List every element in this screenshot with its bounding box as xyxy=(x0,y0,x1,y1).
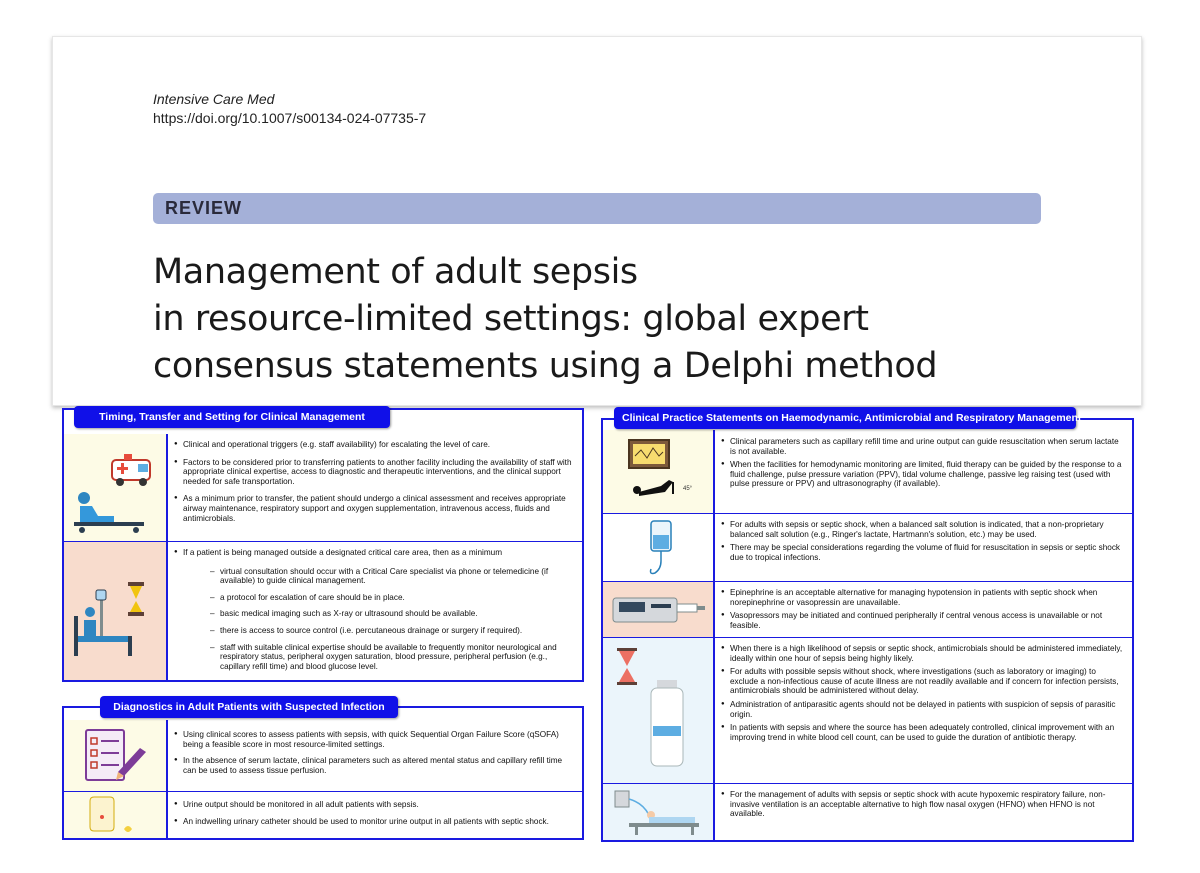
diagnostics-panel-header: Diagnostics in Adult Patients with Suspected Infection xyxy=(100,696,398,718)
statement: ● Administration of antiparasitic agents should not be delayed in patients with suspicion of sepsis of parasitic origin. xyxy=(721,700,1126,719)
diagnostics-row-2 xyxy=(64,792,582,838)
statement: ● When there is a high likelihood of sepsis or septic shock, antimicrobials should be administered immediately, ideally within one hour of sepsis being highly likely. xyxy=(721,644,1126,663)
statement: ● For adults with possible sepsis without shock, where investigations (such as laboratory or imaging) to exclude a non-infectious cause of acute illness are not readily available and if concern for infection persists, antimicrobials should be administered without delay. xyxy=(721,667,1126,696)
statement: ● Epinephrine is an acceptable alternative for managing hypotension in patients with septic shock when norepinephrine or vasopressin are unavailable. xyxy=(721,588,1126,607)
sub-statement: – staff with suitable clinical expertise should be available to frequently monitor neurological and respiratory status, peripheral oxygen saturation, blood pressure, peripheral perfusion (e.g., capillary refill time) and blood glucose level. xyxy=(174,643,576,672)
statement: ● When the facilities for hemodynamic monitoring are limited, fluid therapy can be guided by the response to a fluid challenge, pulse pressure variation (PPV), tidal volume challenge, passive leg raising test (used with pulse pressure or PPV) and ultrasonography (if available). xyxy=(721,460,1126,489)
syringe-pump-icon xyxy=(609,590,709,630)
clinical-row-2-text xyxy=(721,514,1126,581)
ventilation-icon-cell xyxy=(603,784,715,840)
transfer-icon-cell xyxy=(64,434,168,541)
urine-icon-cell xyxy=(64,792,168,838)
ambulance-bed-icon xyxy=(68,444,164,534)
article-title xyxy=(153,249,1113,390)
statement: ● Clinical parameters such as capillary refill time and urine output can guide resuscitation when serum lactate is not available. xyxy=(721,437,1126,456)
clinical-panel xyxy=(601,418,1134,842)
clinical-row-3 xyxy=(603,582,1132,638)
statement: ● Vasopressors may be initiated and continued peripherally if central venous access is unavailable or not feasible. xyxy=(721,611,1126,630)
statement: ● Using clinical scores to assess patients with sepsis, with quick Sequential Organ Failure Score (qSOFA) being a feasible score in most resource-limited settings. xyxy=(174,730,576,749)
statement: ● An indwelling urinary catheter should be used to monitor urine output in all patients with septic shock. xyxy=(174,817,576,827)
iv-bag-icon-cell xyxy=(603,514,715,581)
timing-row-2-text xyxy=(174,542,576,680)
statement: ● Urine output should be monitored in all adult patients with sepsis. xyxy=(174,800,576,810)
doi-link[interactable]: https://doi.org/10.1007/s00134-024-07735-7 xyxy=(153,110,427,126)
statement: ● There may be special considerations regarding the volume of fluid for resuscitation in sepsis or septic shock due to tropical infections. xyxy=(721,543,1126,562)
statement: ● If a patient is being managed outside a designated critical care area, then as a minimum xyxy=(174,548,576,558)
urine-bag-icon xyxy=(80,793,150,837)
clinical-row-4-text xyxy=(721,638,1126,783)
ward-icon-cell xyxy=(64,542,168,680)
sub-statement: – a protocol for escalation of care should be in place. xyxy=(174,593,576,603)
diagnostics-row-2-text xyxy=(174,792,576,838)
timing-row-1-text xyxy=(174,434,576,541)
antimicrobial-icon-cell xyxy=(603,638,715,783)
hourglass-vial-icon xyxy=(609,646,709,776)
hospital-bed-icon xyxy=(68,560,164,670)
statement: ● For adults with sepsis or septic shock, when a balanced salt solution is indicated, that a non-proprietary balanced salt solution (e.g., Ringer's lactate, Hartmann's solution, etc.) may be used. xyxy=(721,520,1126,539)
checklist-icon-cell xyxy=(64,720,168,791)
timing-panel-header: Timing, Transfer and Setting for Clinical Management xyxy=(74,406,390,428)
section-label: REVIEW xyxy=(165,198,243,218)
title-line: in resource-limited settings: global expert xyxy=(153,299,869,339)
clinical-row-2 xyxy=(603,514,1132,582)
statement: ● For the management of adults with sepsis or septic shock with acute hypoxemic respiratory failure, non-invasive ventilation is an acceptable alternative to high flow nasal oxygen (HFNO) when HFNO is not available. xyxy=(721,790,1126,819)
angle-label: 45° xyxy=(683,486,693,492)
journal-name: Intensive Care Med xyxy=(153,91,275,107)
sub-statement: – basic medical imaging such as X-ray or ultrasound should be available. xyxy=(174,609,576,619)
diagnostics-row-1 xyxy=(64,720,582,792)
statement: ● As a minimum prior to transfer, the patient should undergo a clinical assessment and receives appropriate airway maintenance, respiratory support and oxygen supplementation, intravenous access, fluids and antimicrobials. xyxy=(174,494,576,523)
sub-statement: – there is access to source control (i.e. percutaneous drainage or surgery if required). xyxy=(174,626,576,636)
clinical-row-1-text xyxy=(721,430,1126,513)
ventilator-bed-icon xyxy=(609,787,709,837)
statement: ● In patients with sepsis and where the source has been adequately controlled, clinical improvement with an improving trend in white blood cell count, can be used to guide the duration of antibiotic therapy. xyxy=(721,723,1126,742)
title-line: Management of adult sepsis xyxy=(153,252,638,292)
statement: ● In the absence of serum lactate, clinical parameters such as altered mental status and capillary refill time can be used to assess tissue perfusion. xyxy=(174,756,576,775)
clinical-row-4 xyxy=(603,638,1132,784)
statement: ● Factors to be considered prior to transferring patients to another facility including the availability of staff with appropriate clinical expertise, access to diagnostic and therapeutic interventions, and the clinical support needed for safe transportation. xyxy=(174,458,576,487)
timing-row-1 xyxy=(64,434,582,542)
clinical-row-5 xyxy=(603,784,1132,840)
statement: ● Clinical and operational triggers (e.g. staff availability) for escalating the level of care. xyxy=(174,440,576,450)
monitoring-icon xyxy=(609,434,709,510)
iv-bag-icon xyxy=(637,517,687,579)
diagnostics-row-1-text xyxy=(174,720,576,791)
title-line: consensus statements using a Delphi method xyxy=(153,346,938,386)
timing-row-2 xyxy=(64,542,582,680)
pump-icon-cell xyxy=(603,582,715,637)
clinical-row-1 xyxy=(603,430,1132,514)
clinical-row-5-text xyxy=(721,784,1126,840)
article-header-card xyxy=(52,36,1142,406)
checklist-icon xyxy=(80,726,150,786)
clinical-panel-header: Clinical Practice Statements on Haemodynamic, Antimicrobial and Respiratory Management xyxy=(614,407,1076,429)
diagnostics-panel xyxy=(62,706,584,840)
clinical-row-3-text xyxy=(721,582,1126,637)
section-banner xyxy=(153,193,1041,224)
timing-panel xyxy=(62,408,584,682)
sub-statement: – virtual consultation should occur with a Critical Care specialist via phone or telemedicine (if available) to guide clinical management. xyxy=(174,567,576,586)
monitor-icon-cell xyxy=(603,430,715,513)
